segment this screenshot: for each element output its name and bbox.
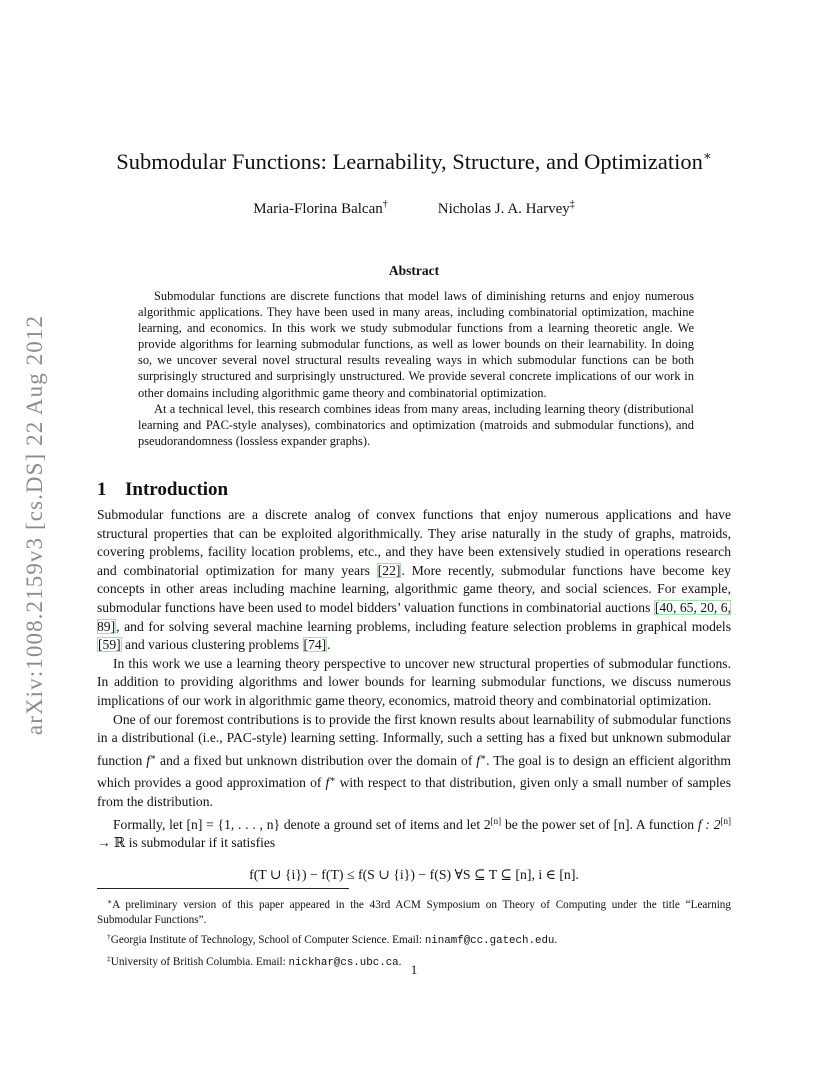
body-paragraph-1	[97, 506, 731, 655]
text-run: is submodular if it satisfies	[125, 835, 276, 851]
math-f-star	[326, 775, 336, 790]
footnote-mark: †	[107, 932, 111, 942]
author-name: Maria-Florina Balcan	[253, 201, 383, 217]
submodularity-equation: f(T ∪ {i}) − f(T) ≤ f(S ∪ {i}) − f(S) ∀S ⊆ T ⊆ [n], i ∈ [n].	[249, 867, 579, 882]
body-paragraph-4	[97, 812, 731, 853]
email-address[interactable]: nickhar@cs.ubc.ca	[288, 956, 399, 969]
footnote-1	[97, 894, 731, 928]
text-run: Formally, let	[113, 816, 187, 832]
footnote-text: University of British Columbia. Email:	[110, 955, 289, 968]
author-name: Nicholas J. A. Harvey	[437, 201, 570, 217]
footnote-mark: ∗	[107, 897, 113, 906]
math-function-signature-end: → ℝ	[97, 835, 126, 851]
math-f-star	[146, 753, 156, 768]
footnotes	[97, 894, 731, 972]
footnote-punctuation: .	[554, 934, 558, 947]
footnote-divider	[97, 888, 349, 889]
arxiv-stamp	[0, 290, 70, 760]
math-function-signature: f : 2	[697, 816, 721, 832]
math-power-set: 2	[483, 816, 491, 832]
body-paragraph-3	[97, 711, 731, 812]
math-f-star	[476, 753, 486, 768]
text-run: . The goal is to design an efficient algorithm which provides a good approximation of	[97, 752, 732, 791]
math-n: [n]	[613, 816, 630, 832]
text-run: . A function	[629, 816, 698, 832]
section-body	[97, 506, 731, 853]
citation-link[interactable]: [22]	[377, 562, 401, 578]
footnote-punctuation: .	[398, 955, 402, 968]
text-run: , and for solving several machine learning problems, including feature selection problems in graphical models	[116, 618, 731, 634]
text-run: be the power set of	[501, 816, 614, 832]
citation-link[interactable]: [40, 65, 20, 6, 89]	[97, 599, 731, 634]
title-text: Submodular Functions: Learnability, Structure, and Optimization	[116, 149, 703, 174]
author-footnote-mark[interactable]: †	[382, 199, 388, 210]
body-paragraph-2: In this work we use a learning theory perspective to uncover new structural properties of submodular functions. In addition to providing algorithms and lower bounds for learning submodular functions, we discuss numerous implications of our work in algorithmic game theory, economics, matroid theory and combinatorial optimization.	[97, 655, 731, 708]
math-superscript: [n]	[490, 815, 502, 826]
math-symbol: f	[325, 775, 330, 791]
math-superscript: ∗	[480, 751, 487, 762]
text-run: denote a ground set of items and let	[280, 816, 484, 832]
page-number: 1	[410, 962, 418, 977]
author-list	[97, 199, 731, 218]
title-footnote-mark[interactable]: ∗	[702, 148, 712, 163]
section-title: Introduction	[125, 479, 229, 500]
abstract-body	[138, 288, 694, 449]
text-run: .	[327, 637, 331, 653]
paper-title	[97, 148, 731, 175]
text-run: and various clustering problems	[121, 637, 303, 653]
text-run: Submodular functions are a discrete analog of convex functions that enjoy numerous applications and have structural properties that can be exploited algorithmically. They arise naturally in the study of graphs, matroids, covering problems, facility location problems, etc., and they have been extensively studied in operations research and combinatorial optimization for many years	[97, 507, 731, 578]
text-run: . More recently, submodular functions have become key concepts in other areas including machine learning, algorithmic game theory, and social sciences. For example, submodular functions have been used to model bidders’ valuation functions in combinatorial auctions	[97, 562, 731, 615]
abstract-heading: Abstract	[388, 263, 440, 278]
text-run: with respect to that distribution, given only a small number of samples from the distribution.	[97, 775, 731, 809]
abstract-paragraph: At a technical level, this research combines ideas from many areas, including learning theory (distributional learning and PAC-style analyses), combinatorics and optimization (matroids and submodular functions), and pseudorandomness (lossless expander graphs).	[138, 401, 694, 448]
math-symbol: f	[476, 752, 481, 768]
author-footnote-mark[interactable]: ‡	[569, 199, 575, 210]
email-address[interactable]: ninamf@cc.gatech.edu	[424, 935, 555, 948]
math-superscript: ∗	[150, 751, 157, 762]
math-superscript: [n]	[720, 815, 731, 826]
author-1	[253, 199, 388, 218]
math-symbol: f	[146, 752, 150, 768]
math-superscript: ∗	[329, 774, 336, 785]
footnote-text: A preliminary version of this paper appeared in the 43rd ACM Symposium on Theory of Computing under the title “Learning Submodular Functions”.	[97, 899, 731, 927]
citation-link[interactable]: [74]	[303, 637, 327, 653]
citation-link[interactable]: [59]	[98, 637, 121, 653]
footnote-2	[97, 929, 731, 949]
author-2	[438, 199, 575, 218]
footnote-mark: ‡	[107, 953, 111, 963]
arxiv-identifier: arXiv:1008.2159v3 [cs.DS] 22 Aug 2012	[22, 314, 47, 736]
section-number: 1	[97, 479, 107, 500]
text-run: and a fixed but unknown distribution over the domain of	[156, 752, 477, 768]
text-run: One of our foremost contributions is to provide the first known results about learnability of submodular functions in a distributional (i.e., PAC-style) learning setting. Informally, such a setting has a fixed but unknown submodular function	[97, 711, 731, 768]
section-heading	[97, 479, 228, 501]
abstract-paragraph: Submodular functions are discrete functions that model laws of diminishing returns and enjoy numerous algorithmic applications. They have been used in many areas, including combinatorial optimization, machine learning, and economics. In this work we study submodular functions from a learning theoretic angle. We provide algorithms for learning submodular functions, as well as lower bounds on their learnability. In doing so, we uncover several novel structural results revealing ways in which submodular functions can be both surprisingly structured and surprisingly unstructured. We provide several concrete implications of our work in other domains including algorithmic game theory and combinatorial optimization.	[138, 289, 694, 400]
math-ground-set: [n] = {1, . . . , n}	[186, 816, 281, 832]
footnote-text: Georgia Institute of Technology, School of Computer Science. Email:	[110, 934, 425, 947]
